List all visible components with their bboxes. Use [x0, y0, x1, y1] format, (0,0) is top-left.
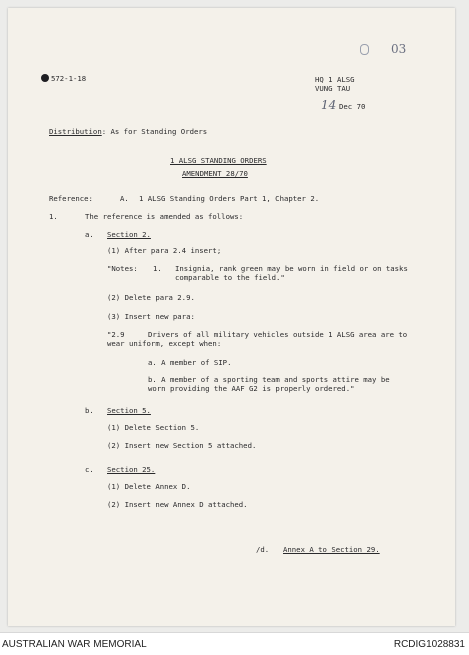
section-b-item2: (2) Insert new Section 5 attached.	[107, 441, 257, 450]
para29-number: "2.9	[107, 330, 125, 339]
section-c-item1: (1) Delete Annex D.	[107, 482, 191, 491]
reference-marker: A.	[120, 194, 129, 203]
para29-line2: wear uniform, except when:	[107, 339, 222, 348]
para29-sub-b-line2: worn providing the AAF G2 is properly ordered."	[148, 384, 355, 393]
para29-line1: Drivers of all military vehicles outside 1 ALSG area are to	[148, 330, 408, 339]
para1-text: The reference is amended as follows:	[85, 212, 244, 221]
section-a-item2: (2) Delete para 2.9.	[107, 293, 195, 302]
unit-name: HQ 1 ALSG	[315, 75, 355, 84]
section-b-marker: b.	[85, 406, 94, 415]
note-number: 1.	[153, 264, 162, 273]
unit-location: VUNG TAU	[315, 84, 351, 93]
para29-sub-b-line1: b. A member of a sporting team and sports attire may be	[148, 375, 390, 384]
file-reference: 572-1-18	[51, 74, 87, 83]
document-title: 1 ALSG STANDING ORDERS	[170, 156, 267, 165]
reference-label: Reference:	[49, 194, 93, 203]
date-month-year: Dec 70	[339, 102, 366, 111]
section-a-title: Section 2.	[107, 230, 151, 239]
document-page	[8, 8, 455, 626]
note-line1: Insignia, rank green may be worn in field or on tasks	[175, 264, 408, 273]
para1-number: 1.	[49, 212, 58, 221]
section-c-title: Section 25.	[107, 465, 156, 474]
section-c-marker: c.	[85, 465, 94, 474]
section-a-item3: (3) Insert new para:	[107, 312, 195, 321]
section-a-item1: (1) After para 2.4 insert;	[107, 246, 222, 255]
page-number: 03	[391, 42, 407, 56]
pencil-mark	[360, 44, 369, 55]
section-b-item1: (1) Delete Section 5.	[107, 423, 200, 432]
section-a-marker: a.	[85, 230, 94, 239]
reference-text: 1 ALSG Standing Orders Part 1, Chapter 2.	[139, 194, 320, 203]
distribution-label: Distribution	[49, 127, 102, 136]
section-b-title: Section 5.	[107, 406, 151, 415]
stamp-dot	[41, 74, 49, 82]
amendment-number: AMENDMENT 28/70	[182, 169, 248, 178]
para29-sub-a: a. A member of SIP.	[148, 358, 232, 367]
closing-prefix: /d.	[256, 545, 270, 554]
section-c-item2: (2) Insert new Annex D attached.	[107, 500, 248, 509]
date-day-handwritten: 14	[321, 98, 337, 112]
distribution-line	[49, 127, 207, 136]
closing-annex: Annex A to Section 29.	[283, 545, 380, 554]
archive-id: RCDIG1028831	[393, 639, 465, 650]
archive-name: AUSTRALIAN WAR MEMORIAL	[2, 639, 147, 650]
note-label: "Notes:	[107, 264, 138, 273]
archive-footer	[0, 632, 469, 655]
note-line2: comparable to the field."	[175, 273, 285, 282]
distribution-text: : As for Standing Orders	[101, 127, 208, 136]
